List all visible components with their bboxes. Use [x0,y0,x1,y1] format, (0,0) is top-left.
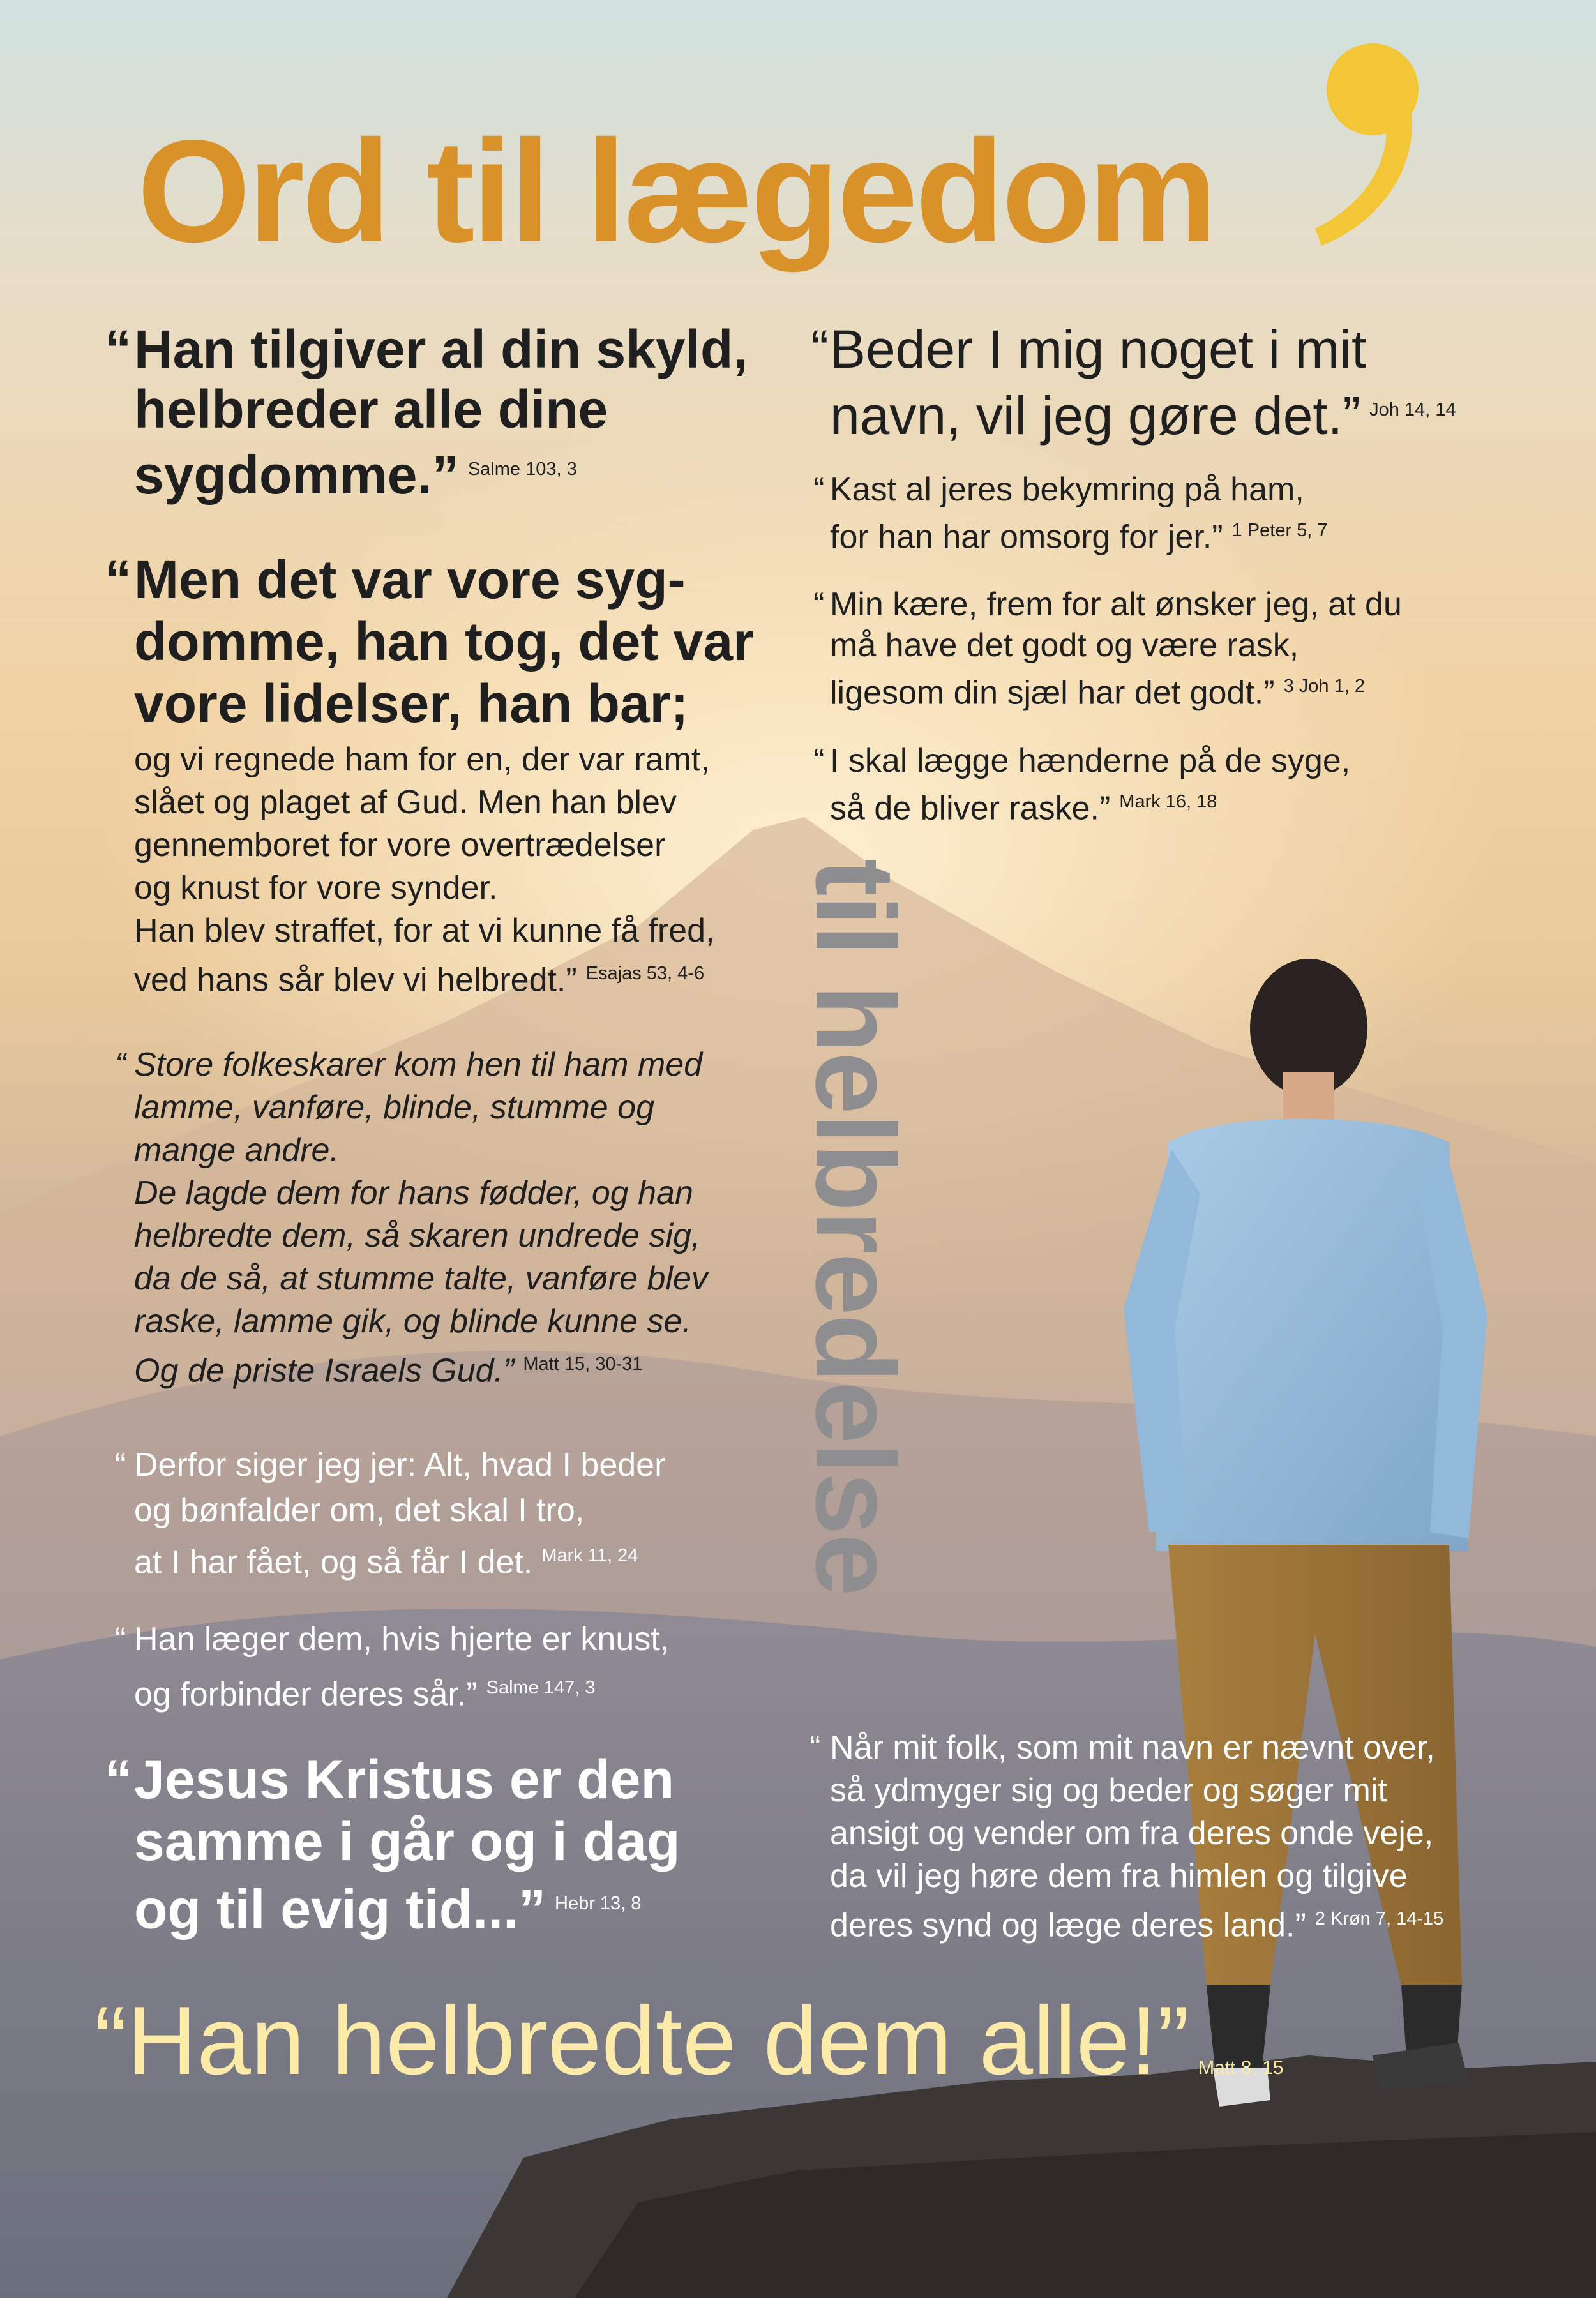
quote-line: helbreder alle dine [134,379,608,439]
quote-line [830,1898,1443,1947]
quote-open-mark: “ [115,1446,126,1483]
quote-line: samme i går og i dag [134,1811,681,1872]
quote-salme-103 [105,319,748,505]
quote-line: Min kære, frem for alt ønsker jeg, at du [830,586,1402,623]
quote-line [134,1663,669,1718]
quote-line [134,1343,708,1392]
comma-mark-icon [1296,32,1456,262]
quote-mark-16 [813,740,1351,829]
quote-reference: Esajas 53, 4-6 [585,963,705,984]
vertical-heading: til helbredelse [792,859,917,1595]
quote-open-mark: “ [115,1621,126,1658]
quote-line: Kast al jeres bekymring på ham, [830,471,1304,508]
quote-line: og knust for vore synder. [134,869,498,906]
quote-reference: Joh 14, 14 [1369,400,1456,420]
quote-line-text: deres synd og læge deres land.” [830,1907,1306,1944]
quote-line: I skal lægge hænderne på de syge, [830,742,1351,779]
quote-reference: Mark 11, 24 [541,1545,638,1566]
quote-open-mark: “ [809,1729,821,1766]
final-quote-text: “Han helbredte dem alle!” [94,1986,1190,2095]
quote-bold-part [134,549,754,735]
quote-regular-part [134,739,754,1002]
quote-mark-11 [115,1443,666,1585]
quote-3-joh-1 [813,584,1402,713]
quote-line-text: og forbinder deres sår.” [134,1676,478,1713]
quote-line: vore lidelser, han bar; [134,673,689,733]
quote-reference: 1 Peter 5, 7 [1231,520,1328,541]
quote-line-text: sygdomme.” [134,445,459,505]
quote-line: slået og plaget af Gud. Men han blev [134,784,677,821]
quote-line [134,1873,680,1941]
quote-line [830,666,1402,713]
quote-line-text: Og de priste Israels Gud.” [134,1352,515,1390]
quote-line: Jesus Kristus er den [134,1749,675,1810]
quote-line: Store folkeskarer kom hen til ham med [134,1046,703,1083]
quote-2-kron-7 [809,1727,1444,1947]
quote-matt-15 [115,1044,708,1392]
final-quote [94,1985,1284,2097]
quote-line [830,510,1328,557]
quote-reference: Salme 147, 3 [486,1678,596,1698]
quote-open-mark: “ [813,471,825,508]
quote-reference: Matt 15, 30-31 [523,1354,643,1374]
quote-line: må have det godt og være rask, [830,627,1299,664]
quote-reference: Hebr 13, 8 [555,1893,642,1914]
quote-line: Når mit folk, som mit navn er nævnt over, [830,1729,1435,1766]
quote-line-text: at I har fået, og så får I det. [134,1543,533,1581]
quote-line: helbredte dem, så skaren undrede sig, [134,1217,701,1254]
quote-line: Han læger dem, hvis hjerte er knust, [134,1621,670,1658]
quote-line: Men det var vore syg- [134,550,686,610]
quote-reference: 3 Joh 1, 2 [1283,676,1365,696]
quote-line-text: for han har omsorg for jer.” [830,518,1223,556]
quote-line: raske, lamme gik, og blinde kunne se. [134,1303,691,1340]
quote-line-text: ved hans sår blev vi helbredt.” [134,961,577,999]
quote-line [134,439,748,505]
quote-line-text: og til evig tid...” [134,1879,546,1941]
quote-1-peter-5 [813,469,1328,557]
quote-open-mark: “ [811,319,829,379]
quote-esajas-53 [105,549,754,1002]
quote-line [134,1533,665,1585]
quote-line: Han blev straffet, for at vi kunne få fred, [134,912,715,949]
quote-line: Beder I mig noget i mit [830,319,1367,379]
quote-line: De lagde dem for hans fødder, og han [134,1175,693,1212]
quote-reference: Matt 8, 15 [1198,2057,1284,2078]
quote-reference: 2 Krøn 7, 14-15 [1314,1909,1444,1929]
quote-line: og vi regnede ham for en, der var ramt, [134,741,710,778]
page-title: Ord til lægedom [137,110,1216,273]
quote-line: Derfor siger jeg jer: Alt, hvad I beder [134,1446,666,1483]
quote-line: da de så, at stumme talte, vanføre blev [134,1260,708,1297]
quote-line: gennemboret for vore overtrædelser [134,827,666,864]
quote-open-mark: “ [105,319,132,379]
quote-line-text: ligesom din sjæl har det godt.” [830,674,1275,712]
quote-line: så ydmyger sig og beder og søger mit [830,1772,1387,1809]
quote-open-mark: “ [115,1046,126,1083]
quote-line [134,952,754,1002]
quote-open-mark: “ [105,1749,132,1810]
quote-line: ansigt og vender om fra deres onde veje, [830,1815,1434,1852]
quote-line-text: så de bliver raske.” [830,790,1111,827]
quote-joh-14 [811,319,1456,446]
quote-line: da vil jeg høre dem fra himlen og tilgive [830,1858,1408,1895]
quote-line-text: navn, vil jeg gøre det.” [830,386,1361,446]
quote-reference: Mark 16, 18 [1119,792,1217,812]
quote-line [830,380,1456,446]
quote-reference: Salme 103, 3 [467,459,577,479]
quote-line: lamme, vanføre, blinde, stumme og [134,1089,654,1126]
quote-open-mark: “ [813,742,825,779]
quote-line [830,781,1350,829]
quote-line: mange andre. [134,1132,339,1169]
quote-line: Han tilgiver al din skyld, [134,319,748,379]
quote-line: domme, han tog, det var [134,612,754,672]
quote-open-mark: “ [813,586,825,623]
quote-open-mark: “ [105,550,132,610]
quote-salme-147 [115,1615,670,1718]
quote-line: og bønfalder om, det skal I tro, [134,1492,585,1529]
quote-hebr-13 [105,1749,681,1941]
